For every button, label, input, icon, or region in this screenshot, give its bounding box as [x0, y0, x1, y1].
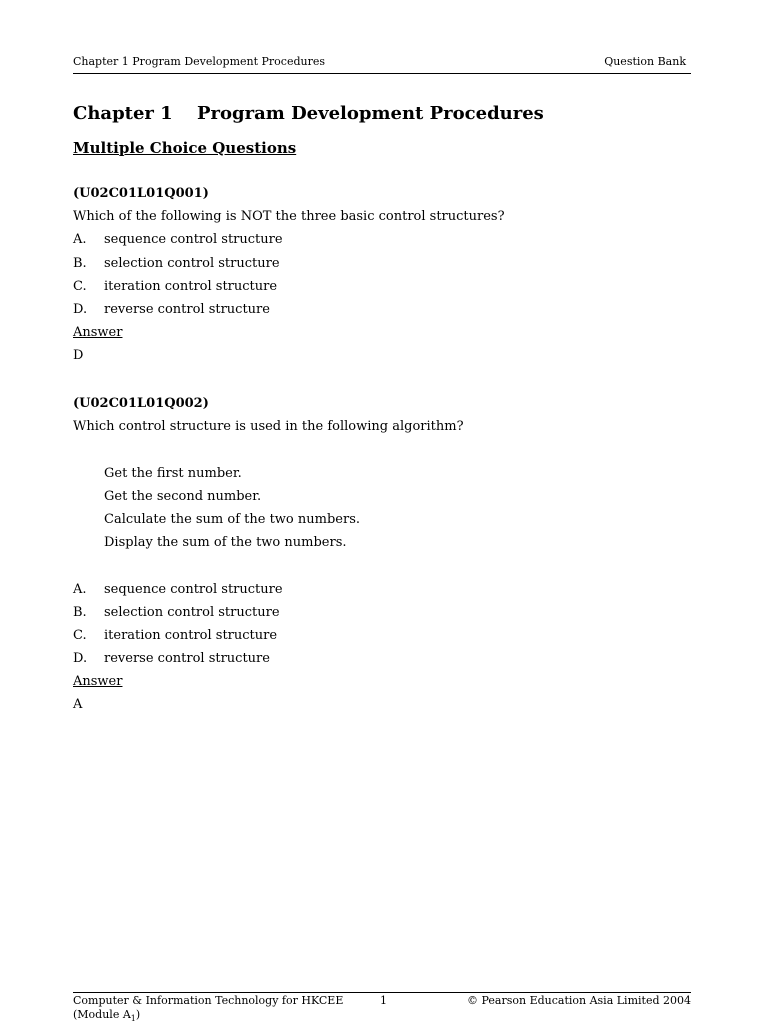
answer-value: D: [73, 348, 84, 364]
footer-course-line1: Computer & Information Technology for HKCEE: [73, 994, 344, 1007]
option-text: iteration control structure: [104, 627, 278, 643]
option-text: selection control structure: [104, 255, 280, 271]
running-footer: [73, 992, 691, 1024]
running-header: [73, 55, 691, 74]
option-d: [73, 647, 673, 670]
footer-copyright: © Pearson Education Asia Limited 2004: [467, 994, 691, 1007]
footer-page-number: 1: [380, 994, 387, 1007]
chapter-number: Chapter 1: [73, 103, 173, 124]
option-text: selection control structure: [104, 604, 280, 620]
option-letter: B.: [73, 604, 87, 620]
option-letter: A.: [73, 581, 87, 597]
option-c: [73, 275, 673, 298]
question-id: (U02C01L01Q001): [73, 186, 209, 201]
header-chapter-label: Chapter 1 Program Development Procedures: [73, 55, 326, 68]
option-a: [73, 228, 673, 251]
question-2: [73, 392, 673, 717]
option-letter: B.: [73, 255, 87, 271]
option-a: [73, 578, 673, 601]
option-text: reverse control structure: [104, 301, 270, 317]
option-text: sequence control structure: [104, 581, 283, 597]
answer-value: A: [73, 697, 83, 713]
option-text: iteration control structure: [104, 278, 278, 294]
option-letter: C.: [73, 278, 87, 294]
question-text: Which of the following is NOT the three basic control structures?: [73, 209, 505, 225]
spacer: [73, 438, 673, 461]
answer-label: Answer: [73, 325, 123, 341]
spacer: [73, 554, 673, 577]
chapter-title: [73, 103, 544, 124]
algorithm-step: Calculate the sum of the two numbers.: [104, 511, 361, 527]
option-letter: D.: [73, 301, 88, 317]
option-b: [73, 601, 673, 624]
footer-module-prefix: (Module A: [73, 1008, 131, 1021]
option-letter: C.: [73, 627, 87, 643]
footer-course-title: [73, 994, 353, 1026]
footer-module-suffix: ): [135, 1008, 141, 1021]
option-text: sequence control structure: [104, 232, 283, 248]
footer-course-line2: [73, 1008, 353, 1026]
algorithm-step: Get the first number.: [104, 465, 242, 481]
option-letter: D.: [73, 651, 88, 667]
algorithm-step: Get the second number.: [104, 488, 262, 504]
option-letter: A.: [73, 232, 87, 248]
question-text: Which control structure is used in the following algorithm?: [73, 419, 464, 435]
chapter-name: Program Development Procedures: [197, 103, 544, 124]
option-d: [73, 298, 673, 321]
algorithm-step: Display the sum of the two numbers.: [104, 535, 347, 551]
section-title: Multiple Choice Questions: [73, 139, 297, 157]
option-c: [73, 624, 673, 647]
option-text: reverse control structure: [104, 651, 270, 667]
question-1: [73, 182, 673, 368]
question-id: (U02C01L01Q002): [73, 396, 209, 411]
header-question-bank-label: Question Bank: [604, 55, 686, 68]
footer-module-subscript: 1: [130, 1014, 136, 1024]
option-b: [73, 252, 673, 275]
answer-label: Answer: [73, 674, 123, 690]
